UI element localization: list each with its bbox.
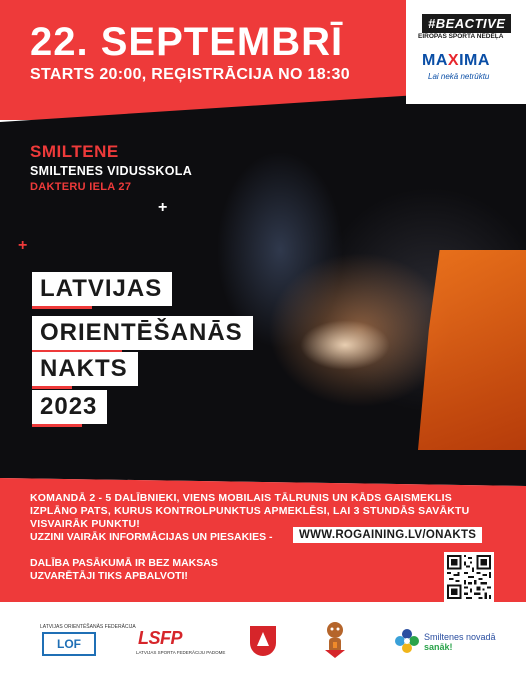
location-venue: SMILTENES VIDUSSKOLA [30,164,193,178]
title-text: 2023 [40,393,98,420]
smiltene-crest-icon [250,626,276,656]
lof-logo: LOF [42,632,96,656]
location-street: DAKTERU IELA 27 [30,181,132,193]
beactive-subtitle: EIROPAS SPORTA NEDĒĻA [418,33,504,40]
title-text: LATVIJAS [40,275,163,302]
start-time: STARTS 20:00, REĢISTRĀCIJA NO 18:30 [30,66,350,83]
plus-decoration: + [158,199,168,216]
info-text [30,492,469,531]
title-accent [32,424,82,427]
info-line: DALĪBA PASĀKUMĀ IR BEZ MAKSAS [30,557,218,569]
beactive-logo: #BEACTIVE [422,14,511,33]
smiltene-region-line-2: sanāk! [424,642,453,652]
maxima-logo [422,52,490,70]
crest-tree-shape [257,632,269,646]
maxima-logo-x: X [447,52,460,69]
lsfp-logo: LSFP [138,628,183,648]
title-line-3 [32,352,138,386]
info-line: UZVARĒTĀJI TIKS APBALVOTI! [30,570,188,582]
lsfp-caption: LATVIJAS SPORTA FEDERĀCIJU PADOME [136,650,226,655]
title-line-1 [32,272,172,306]
smiltene-region-line-1: Smiltenes novadā [424,632,496,642]
qr-code-icon [447,555,491,599]
info-line: IZPLĀNO PATS, KURUS KONTROLPUNKTUS APMEKLĒSI, LAI 3 STUNDĀS SAVĀKTU [30,505,470,517]
event-date: 22. SEPTEMBRĪ [30,20,344,64]
smiltene-region-logo-icon [392,626,422,656]
qr-code[interactable] [444,552,494,602]
info-line: VISVAIRĀK PUNKTU! [30,518,140,530]
title-line-2 [32,316,253,350]
partner-logos-row [0,602,526,686]
phone-glow [300,320,390,370]
registration-link[interactable]: WWW.ROGAINING.LV/ONAKTS [293,527,482,543]
mascot-icon [322,620,348,660]
title-accent [32,386,72,389]
title-accent [32,306,92,309]
plus-decoration: + [18,237,28,254]
location-city: SMILTENE [30,142,119,161]
title-text: ORIENTĒŠANĀS [40,319,243,346]
free-participation-text [30,557,218,583]
info-line: KOMANDĀ 2 - 5 DALĪBNIEKI, VIENS MOBILAIS TĀLRUNIS UN KĀDS GAISMEKLIS [30,492,452,504]
more-info-text: UZZINI VAIRĀK INFORMĀCIJAS UN PIESAKIES - [30,531,273,543]
maxima-logo-part-b: IMA [459,52,490,69]
smiltene-region-text [424,632,496,652]
maxima-logo-part-a: MA [422,52,448,69]
title-text: NAKTS [40,355,128,382]
sponsor-logos-box [406,0,526,104]
lof-caption: LATVIJAS ORIENTĒŠANĀS FEDERĀCIJA [40,624,136,630]
title-line-4 [32,390,107,424]
maxima-tagline: Lai nekā netrūktu [428,72,490,81]
